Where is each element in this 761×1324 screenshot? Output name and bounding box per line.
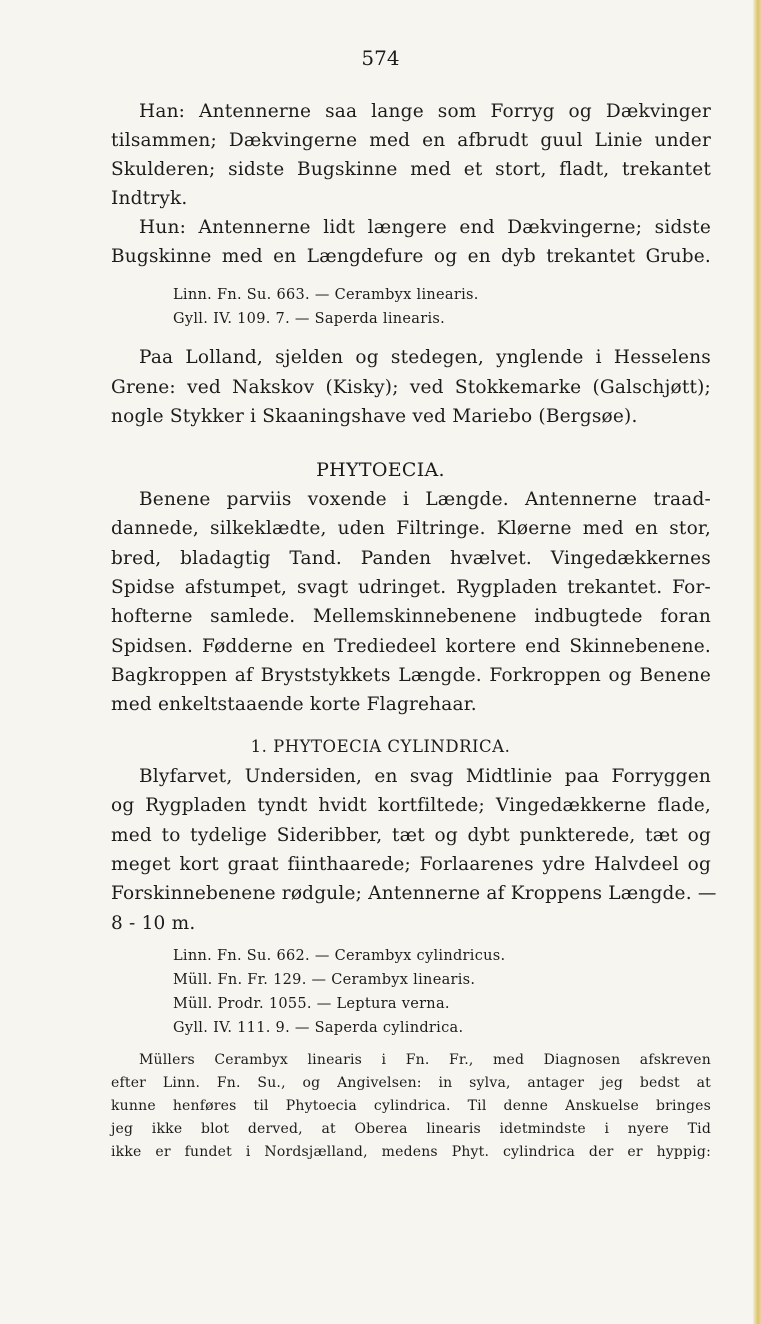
text-line: hofterne samlede. Mellemskinnebenene indbugtede foran (111, 606, 711, 627)
text-line: Bagkroppen af Bryststykkets Længde. Forkroppen og Benene (111, 665, 711, 686)
note-line: jeg ikke blot derved, at Oberea linearis idetmindste i nyere Tid (111, 1121, 711, 1137)
text-line: med enkeltstaaende korte Flagrehaar. (111, 694, 477, 715)
text-line: Indtryk. (111, 188, 188, 209)
text-line: Han: Antennerne saa lange som Forryg og Dækvinger (139, 101, 711, 122)
text-line: Hun: Antennerne lidt længere end Dækvingerne; sidste (139, 217, 711, 238)
text-line: med to tydelige Sideribber, tæt og dybt punkterede, tæt og (111, 825, 711, 846)
genus-heading: PHYTOECIA. (316, 459, 445, 481)
text-line: Paa Lolland, sjelden og stedegen, ynglende i Hesselens (139, 347, 711, 368)
note-line: kunne henføres til Phytoecia cylindrica. Til denne Anskuelse bringes (111, 1098, 711, 1114)
note-line: ikke er fundet i Nordsjælland, medens Phyt. cylindrica der er hyppig: (111, 1144, 711, 1160)
reference-line: Müll. Fn. Fr. 129. — Cerambyx linearis. (173, 972, 476, 988)
text-line: Skulderen; sidste Bugskinne med et stort, fladt, trekantet (111, 159, 711, 180)
text-line: Spidse afstumpet, svagt udringet. Rygpladen trekantet. For- (111, 577, 711, 598)
note-line: Müllers Cerambyx linearis i Fn. Fr., med Diagnosen afskreven (139, 1052, 711, 1068)
reference-line: Linn. Fn. Su. 663. — Cerambyx linearis. (173, 287, 479, 303)
text-line: tilsammen; Dækvingerne med en afbrudt guul Linie under (111, 130, 711, 151)
reference-line: Gyll. IV. 109. 7. — Saperda linearis. (173, 311, 446, 327)
text-line: meget kort graat fiinthaarede; Forlaarenes ydre Halvdeel og (111, 854, 711, 875)
reference-line: Linn. Fn. Su. 662. — Cerambyx cylindricus. (173, 948, 506, 964)
text-line: Benene parviis voxende i Længde. Antennerne traad- (139, 489, 711, 510)
text-line: bred, bladagtig Tand. Panden hvælvet. Vingedækkernes (111, 548, 711, 569)
text-line: og Rygpladen tyndt hvidt kortfiltede; Vingedækkerne flade, (111, 795, 711, 816)
note-line: efter Linn. Fn. Su., og Angivelsen: in sylva, antager jeg bedst at (111, 1075, 711, 1091)
text-line: nogle Stykker i Skaaningshave ved Mariebo (Bergsøe). (111, 406, 638, 427)
text-line: Forskinnebenene rødgule; Antennerne af Kroppens Længde. — (111, 883, 717, 904)
text-line: Spidsen. Fødderne en Trediedeel kortere end Skinnebenene. (111, 636, 711, 657)
species-heading: 1. PHYTOECIA CYLINDRICA. (250, 737, 511, 756)
text-line: dannede, silkeklædte, uden Filtringe. Kløerne med en stor, (111, 518, 711, 539)
reference-line: Gyll. IV. 111. 9. — Saperda cylindrica. (173, 1020, 464, 1036)
reference-line: Müll. Prodr. 1055. — Leptura verna. (173, 996, 450, 1012)
text-line: Bugskinne med en Længdefure og en dyb trekantet Grube. (111, 246, 711, 267)
page-number: 574 (361, 46, 400, 70)
text-line: Grene: ved Nakskov (Kisky); ved Stokkemarke (Galschjøtt); (111, 377, 711, 398)
text-line: Blyfarvet, Undersiden, en svag Midtlinie paa Forryggen (139, 766, 711, 787)
text-line: 8 - 10 m. (111, 913, 196, 934)
